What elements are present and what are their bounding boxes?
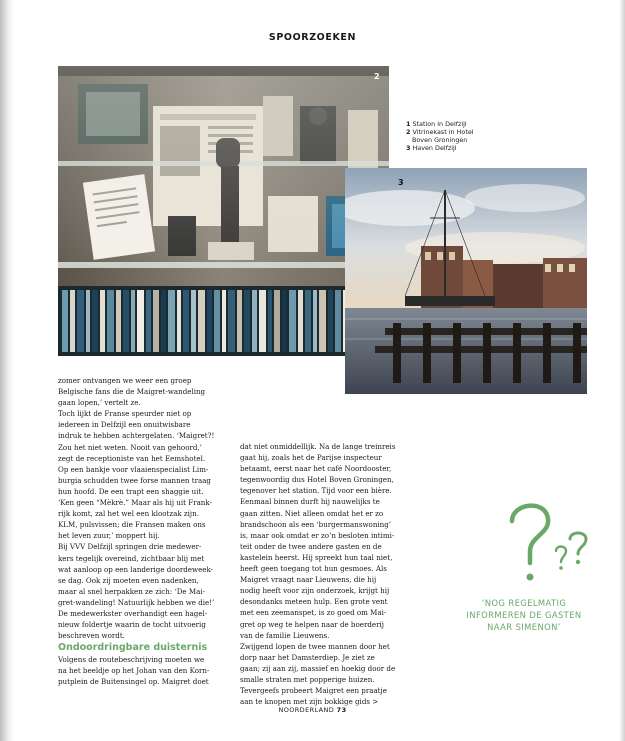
article-line: burgia schudden twee forse mannen traag bbox=[58, 475, 211, 485]
article-line: gaan zitten. Niet alleen omdat het er zo bbox=[240, 508, 384, 518]
article-line: van de familie Lieuwens. bbox=[240, 630, 330, 640]
article-line: gaan lopen,’ vertelt ze. bbox=[58, 398, 141, 408]
book-spines bbox=[58, 286, 389, 356]
article-line: na het beeldje op het Johan van den Korn- bbox=[58, 666, 210, 676]
article-line: zomer ontvangen we weer een groep bbox=[58, 376, 192, 385]
article-line: brandschoon als een ‘burgermanswoning’ bbox=[240, 519, 392, 529]
article-column-2 bbox=[240, 441, 416, 707]
article-line: nieuw foldertje waarin de tocht uitvoerig bbox=[58, 620, 206, 630]
article-line: gaat hij, zoals het de Parijse inspecteur bbox=[240, 453, 382, 463]
photo-harbour bbox=[345, 168, 587, 394]
article-line: Volgens de routebeschrijving moeten we bbox=[58, 655, 205, 665]
caption-row: 2 Vitrinekast in Hotel bbox=[406, 128, 474, 136]
photo-number-2: 2 bbox=[374, 72, 380, 81]
page-spine-shadow bbox=[0, 0, 14, 741]
photo-captions bbox=[406, 120, 474, 152]
article-line: betaamt, eerst naar het café Noordooster, bbox=[240, 464, 392, 474]
article-line: iedereen in Delfzijl een onuitwisbare bbox=[58, 420, 191, 430]
article-line: rijk komt, zal het wel een klootzak zijn. bbox=[58, 509, 199, 519]
page-number: 73 bbox=[336, 706, 347, 714]
article-line: aan te knopen met zijn bokkige gids > bbox=[240, 697, 379, 707]
article-line: het leven zuur,’ moppert hij. bbox=[58, 531, 160, 541]
caption-row: 3 Haven Delfzijl bbox=[406, 144, 457, 152]
article-line: gaan; zij aan zij, massief en hoekig door de bbox=[240, 663, 396, 673]
article-line: Zwijgend lopen de twee mannen door het bbox=[240, 641, 390, 651]
article-line: putplein de Buitensingel op. Maigret doet bbox=[58, 677, 209, 687]
article-line: kastelein heerst. Hij spreekt hun taal niet, bbox=[240, 552, 393, 562]
article-line: Maigret vraagt naar Lieuwens, die hij bbox=[240, 575, 377, 585]
article-line: hun hoofd. De een trapt een shaggie uit. bbox=[58, 486, 204, 496]
question-marks-icon bbox=[494, 493, 604, 593]
article-line: Zou het niet weten. Nooit van gehoord,’ bbox=[58, 442, 202, 452]
display-case-illustration bbox=[58, 66, 389, 356]
pull-quote-line: INFORMEREN DE GASTEN bbox=[466, 610, 582, 620]
article-line: De medewerkster overhandigt een hagel- bbox=[58, 608, 208, 618]
article-line: zegt de receptioniste van het Eemshotel. bbox=[58, 453, 206, 463]
article-line: beschreven wordt. bbox=[58, 631, 125, 641]
article-line: Toch lijkt de Franse speurder niet op bbox=[58, 409, 192, 419]
article-line: dorp naar het Damsterdiep. Je ziet ze bbox=[240, 652, 375, 662]
article-line: tegenover het station. Tijd voor een bière. bbox=[240, 486, 392, 496]
caption-row: 1 Station in Delfzijl bbox=[406, 120, 467, 128]
pull-quote-line: ‘NOG REGELMATIG bbox=[481, 598, 567, 608]
article-line: desondanks meteen hulp. Een grote vent bbox=[240, 597, 388, 607]
article-line: KLM, pulsvissen; die Fransen maken ons bbox=[58, 520, 206, 530]
article-line: Tevergeefs probeert Maigret een praatje bbox=[240, 686, 387, 696]
article-line: teit onder de twee andere gasten en de bbox=[240, 541, 382, 551]
article-line: Op een bankje voor vlaaienspecialist Lim- bbox=[58, 464, 209, 474]
pull-quote-line: NAAR SIMENON’ bbox=[487, 622, 561, 632]
article-line: se dag. Ook zij moeten even nadenken, bbox=[58, 575, 199, 585]
article-line: ‘Ken geen “Mèkrè.” Maar als hij uit Frank- bbox=[58, 498, 212, 508]
magazine-name: NOORDERLAND bbox=[278, 706, 335, 714]
article-line: Bij VVV Delfzijl springen drie medewer- bbox=[58, 542, 202, 552]
pull-quote bbox=[454, 597, 594, 633]
section-title: SPOORZOEKEN bbox=[268, 32, 357, 43]
page-footer bbox=[0, 706, 625, 714]
article-line: is, maar ook omdat er zo’n besloten intimi- bbox=[240, 530, 395, 540]
caption-row: Boven Groningen bbox=[412, 136, 468, 144]
article-line: kers tegelijk overeind, zichtbaar blij met bbox=[58, 553, 205, 563]
harbour-illustration bbox=[345, 168, 587, 394]
article-line: dat niet onmiddellijk. Na de lange treinreis bbox=[240, 442, 396, 451]
article-line: heeft geen toegang tot hun gesmoes. Als bbox=[240, 564, 387, 574]
article-column-1 bbox=[58, 375, 228, 688]
article-line: met een zeemanspet, is zo goed om Mai- bbox=[240, 608, 387, 618]
article-line: gret-wandeling! Natuurlijk hebben we die!’ bbox=[58, 597, 215, 607]
article-line: maar al snel herpakken ze zich: ‘De Mai- bbox=[58, 586, 205, 596]
article-line: smalle straten met popperige huizen. bbox=[240, 674, 375, 684]
article-line: Belgische fans die de Maigret-wandeling bbox=[58, 387, 206, 397]
article-line: indruk te hebben achtergelaten. ‘Maigret?! bbox=[58, 431, 215, 441]
article-line: wat aanloop op een landerige doordeweek- bbox=[58, 564, 214, 574]
article-line: nodig heeft voor zijn onderzoek, krijgt hij bbox=[240, 586, 390, 596]
article-line: Eenmaal binnen durft hij nauwelijks te bbox=[240, 497, 380, 507]
subheading: Ondoordringbare duisternis bbox=[58, 642, 208, 654]
photo-number-3: 3 bbox=[398, 178, 404, 187]
page-edge-shadow bbox=[619, 0, 625, 741]
article-line: tegenwoordig dus Hotel Boven Groningen, bbox=[240, 475, 394, 485]
article-line: gret op weg te helpen naar de boerderij bbox=[240, 619, 384, 629]
photo-display-case bbox=[58, 66, 389, 356]
